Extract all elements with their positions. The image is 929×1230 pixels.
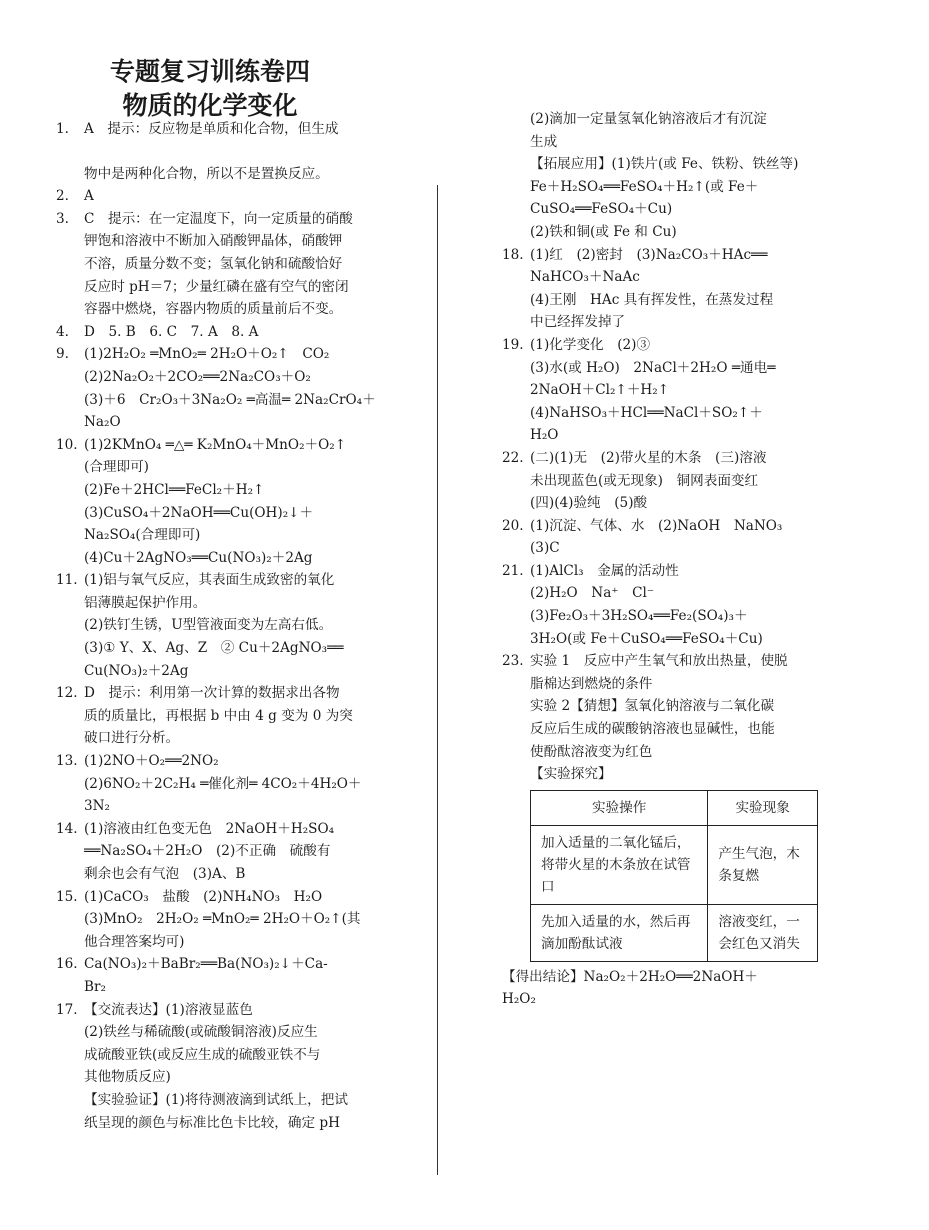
answer-line: (3)CuSO₄＋2NaOH══Cu(OH)₂↓＋ [84, 504, 314, 521]
table-header-row [531, 790, 818, 825]
answer-text [84, 569, 376, 682]
answer-line: (3)MnO₂ 2H₂O₂ ═MnO₂═ 2H₂O＋O₂↑(其 [84, 911, 361, 928]
answer-line: (1)沉淀、气体、水 (2)NaOH NaNO₃ [530, 517, 783, 534]
page-title-line2: 物质的化学变化 [122, 91, 298, 120]
answer-line: (2)铁和铜(或 Fe 和 Cu) [530, 223, 677, 240]
answer-text [84, 953, 376, 998]
answer-line: 成硫酸亚铁(或反应生成的硫酸亚铁不与 [84, 1046, 321, 1063]
answer-item [502, 447, 822, 515]
answer-line: 反应后生成的碳酸钠溶液也显碱性，也能 [530, 721, 775, 738]
experiment-table [530, 790, 818, 962]
answer-line: (1)CaCO₃ 盐酸 (2)NH₄NO₃ H₂O [84, 888, 323, 905]
answer-text [84, 321, 376, 344]
column-divider [437, 185, 438, 1175]
answer-item [56, 999, 376, 1135]
answer-item [502, 244, 822, 334]
answer-line: 钾饱和溶液中不断加入硝酸钾晶体，硝酸钾 [84, 233, 343, 250]
answer-line: Fe＋H₂SO₄══FeSO₄＋H₂↑(或 Fe＋ [530, 178, 759, 195]
answer-item [56, 163, 376, 186]
answer-number: 2. [56, 188, 69, 205]
answer-item [56, 343, 376, 433]
answer-number: 19. [502, 336, 524, 353]
answer-number: 20. [502, 517, 524, 534]
answer-line: Na₂O [84, 414, 121, 431]
answer-line: 2NaOH＋Cl₂↑＋H₂↑ [530, 382, 670, 399]
answer-line: 破口进行分析。 [84, 730, 180, 747]
answer-line: (1)化学变化 (2)③ [530, 336, 651, 353]
answer-line: (2)铁钉生锈，U型管液面变为左高右低。 [84, 617, 333, 634]
answer-line: 生成 [530, 133, 558, 150]
answer-text [530, 560, 822, 650]
conclusion-line: H₂O₂ [502, 991, 536, 1008]
table-header-cell: 实验操作 [531, 790, 708, 825]
answer-item [56, 321, 376, 344]
answer-line: (4)Cu＋2AgNO₃══Cu(NO₃)₂＋2Ag [84, 549, 313, 566]
answer-line: (3)水(或 H₂O) 2NaCl＋2H₂O ═通电═ [530, 359, 776, 376]
answer-text [84, 999, 376, 1135]
answer-text [84, 185, 376, 208]
answer-line: 3H₂O(或 Fe＋CuSO₄══FeSO₄＋Cu) [530, 630, 763, 647]
right-answers [502, 108, 822, 786]
answer-item [56, 208, 376, 321]
answer-text [84, 343, 376, 433]
answer-line: (2)6NO₂＋2C₂H₄ ═催化剂═ 4CO₂＋4H₂O＋ [84, 775, 362, 792]
answer-line: (1)2H₂O₂ ═MnO₂═ 2H₂O＋O₂↑ CO₂ [84, 346, 330, 363]
answer-text [530, 334, 822, 447]
answer-item [56, 118, 376, 141]
answer-line: (四)(4)验纯 (5)酸 [530, 495, 648, 512]
answer-line: 铝薄膜起保护作用。 [84, 594, 207, 611]
answer-line: (1)2KMnO₄ ═△═ K₂MnO₄＋MnO₂＋O₂↑ [84, 436, 347, 453]
answer-number: 1. [56, 121, 69, 137]
answer-line: 反应时 pH＝7；少量红磷在盛有空气的密闭 [84, 278, 349, 295]
answer-line: A [84, 188, 94, 205]
answer-line: (1)红 (2)密封 (3)Na₂CO₃＋HAc══ [530, 246, 768, 263]
answer-text [530, 650, 822, 786]
answer-item [502, 334, 822, 447]
answer-item [502, 650, 822, 786]
answer-number [502, 108, 530, 244]
answer-text [530, 108, 822, 244]
answer-line: (1)2NO＋O₂══2NO₂ [84, 753, 219, 770]
answer-line: (1)溶液由红色变无色 2NaOH＋H₂SO₄ [84, 820, 335, 837]
answer-item [56, 434, 376, 570]
answer-number: 17. [56, 1001, 78, 1018]
answer-item [56, 886, 376, 954]
answer-item [56, 185, 376, 208]
table-cell: 产生气泡，木条复燃 [708, 825, 818, 904]
answer-text [530, 244, 822, 334]
spacer [56, 141, 376, 163]
answer-line: A 提示：反应物是单质和化合物，但生成 [84, 121, 339, 137]
answer-number: 11. [56, 572, 78, 589]
answer-text [84, 750, 376, 818]
answer-line: D 提示：利用第一次计算的数据求出各物 [84, 685, 340, 702]
answer-line: (合理即可) [84, 459, 149, 476]
answer-line: NaHCO₃＋NaAc [530, 269, 640, 286]
answer-line: (3)＋6 Cr₂O₃＋3Na₂O₂ ═高温═ 2Na₂CrO₄＋ [84, 391, 376, 408]
answer-line: 中已经挥发掉了 [530, 314, 626, 331]
answer-text [84, 434, 376, 570]
answer-line: 【拓展应用】(1)铁片(或 Fe、铁粉、铁丝等) [530, 156, 799, 173]
conclusion-line: 【得出结论】Na₂O₂＋2H₂O══2NaOH＋ [502, 968, 758, 985]
answer-number: 21. [502, 562, 524, 579]
page-title-line1: 专题复习训练卷四 [109, 57, 310, 86]
answer-text [84, 818, 376, 886]
table-cell: 先加入适量的水，然后再滴加酚酞试液 [531, 904, 708, 961]
answer-line: (2)Fe＋2HCl══FeCl₂＋H₂↑ [84, 481, 265, 498]
answer-item [502, 108, 822, 244]
answer-line: 其他物质反应) [84, 1069, 171, 1086]
table-header-cell: 实验现象 [708, 790, 818, 825]
answer-line: 容器中燃烧，容器内物质的质量前后不变。 [84, 301, 343, 318]
answer-number: 12. [56, 685, 78, 702]
table-cell: 溶液变红，一会红色又消失 [708, 904, 818, 961]
answer-line: 剩余也会有气泡 (3)A、B [84, 866, 246, 882]
answer-line: D 5. B 6. C 7. A 8. A [84, 323, 259, 340]
answer-text [84, 118, 376, 141]
answer-line: 3N₂ [84, 798, 110, 815]
answer-item [56, 569, 376, 682]
answer-line: 物中是两种化合物，所以不是置换反应。 [84, 165, 329, 182]
answer-text [84, 163, 376, 186]
answer-text [84, 886, 376, 954]
answer-line: ══Na₂SO₄＋2H₂O (2)不正确 硫酸有 [84, 843, 331, 860]
answer-number: 15. [56, 888, 78, 905]
answer-text [530, 515, 822, 560]
answer-number: 9. [56, 346, 69, 363]
answer-line: (4)王刚 HAc 具有挥发性，在蒸发过程 [530, 291, 774, 308]
answer-line: 【交流表达】(1)溶液显蓝色 [84, 1001, 253, 1018]
answer-text [84, 208, 376, 321]
answer-line: 纸呈现的颜色与标准比色卡比较，确定 pH [84, 1114, 340, 1131]
answer-line: 未出现蓝色(或无现象) 铜网表面变红 [530, 472, 759, 489]
answer-item [502, 515, 822, 560]
answer-line: Na₂SO₄(合理即可) [84, 527, 201, 544]
answer-number: 14. [56, 820, 78, 837]
answer-line: (二)(1)无 (2)带火星的木条 (三)溶液 [530, 449, 767, 466]
answer-number: 22. [502, 449, 524, 466]
answer-number: 3. [56, 210, 69, 227]
answer-item [56, 818, 376, 886]
answer-line: 使酚酞溶液变为红色 [530, 743, 653, 760]
answer-number: 13. [56, 753, 78, 770]
answer-line: (2)H₂O Na⁺ Cl⁻ [530, 585, 654, 602]
answer-number: 16. [56, 956, 78, 973]
answer-line: (4)NaHSO₃＋HCl══NaCl＋SO₂↑＋ [530, 404, 763, 421]
answer-line: 不溶，质量分数不变；氢氧化钠和硫酸恰好 [84, 255, 343, 272]
answer-line: (3)① Y、X、Ag、Z ② Cu＋2AgNO₃══ [84, 640, 344, 657]
answer-line: (1)铝与氧气反应，其表面生成致密的氧化 [84, 572, 335, 589]
answer-item [56, 682, 376, 750]
answer-line: 【实验探究】 [530, 766, 612, 783]
answer-item [56, 750, 376, 818]
answer-line: 实验 1 反应中产生氧气和放出热量，使脱 [530, 653, 788, 670]
answer-line: (2)滴加一定量氢氧化钠溶液后才有沉淀 [530, 111, 767, 127]
right-column [502, 108, 822, 1011]
answer-text [530, 447, 822, 515]
answer-line: (1)AlCl₃ 金属的活动性 [530, 562, 679, 579]
table-row [531, 904, 818, 961]
answer-number [56, 163, 84, 186]
answer-line: 质的质量比，再根据 b 中由 4 g 变为 0 为突 [84, 707, 353, 724]
answer-line: (2)铁丝与稀硫酸(或硫酸铜溶液)反应生 [84, 1024, 318, 1041]
answer-line: 脂棉达到燃烧的条件 [530, 675, 653, 692]
answer-line: (2)2Na₂O₂＋2CO₂══2Na₂CO₃＋O₂ [84, 368, 311, 385]
answer-line: Cu(NO₃)₂＋2Ag [84, 662, 189, 679]
answer-line: Br₂ [84, 978, 106, 995]
answer-line: 【实验验证】(1)将待测液滴到试纸上，把试 [84, 1091, 348, 1108]
table-cell: 加入适量的二氧化锰后，将带火星的木条放在试管口 [531, 825, 708, 904]
table-row [531, 825, 818, 904]
answer-line: 实验 2【猜想】氢氧化钠溶液与二氧化碳 [530, 698, 775, 715]
answer-line: CuSO₄══FeSO₄＋Cu) [530, 201, 673, 218]
left-column [56, 118, 376, 1134]
answer-line: C 提示：在一定温度下，向一定质量的硝酸 [84, 210, 353, 227]
answer-number: 18. [502, 246, 524, 263]
answer-number: 4. [56, 323, 69, 340]
answer-line: (3)Fe₂O₃＋3H₂SO₄══Fe₂(SO₄)₃＋ [530, 608, 748, 625]
answer-line: (3)C [530, 540, 560, 557]
answer-item [56, 953, 376, 998]
answer-number: 23. [502, 653, 524, 670]
answer-line: 他合理答案均可) [84, 933, 185, 950]
answer-number: 10. [56, 436, 78, 453]
answer-line: Ca(NO₃)₂＋BaBr₂══Ba(NO₃)₂↓＋Ca- [84, 956, 328, 973]
answer-item [502, 560, 822, 650]
answer-line: H₂O [530, 427, 559, 444]
answer-text [84, 682, 376, 750]
